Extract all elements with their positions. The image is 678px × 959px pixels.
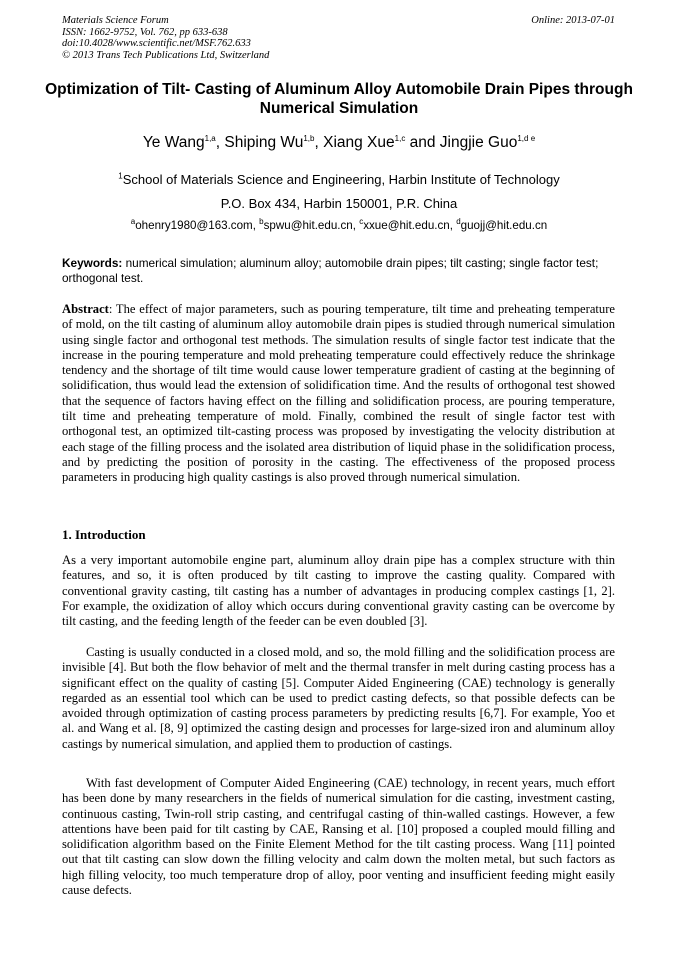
email-separator: , xyxy=(252,219,260,232)
author-superscript: 1,c xyxy=(394,133,406,143)
online-date: Online: 2013-07-01 xyxy=(531,15,615,26)
author-name: Ye Wang xyxy=(142,134,205,151)
author-superscript: 1,a xyxy=(204,133,216,143)
abstract xyxy=(62,302,615,486)
email-superscript: c xyxy=(359,217,364,227)
email-address: spwu@hit.edu.cn xyxy=(263,219,353,232)
intro-paragraph-2: Casting is usually conducted in a closed mold, and so, the mold filling and the solidification process are invisible [4]. But both the flow behavior of melt and the thermal transfer in melt during casting process has a significant effect on the quality of casting [5]. Computer Aided Engineering (CAE) technology is generally regarded as an essential tool which can be used to predict casting defects, so that possible defects can be avoided through optimization of casting process parameters by predicting results [6,7]. For example, Yoo et al. and Wang et al. [8, 9] optimized the casting design and processes for large-sized iron and aluminum alloy castings by numerical simulation, and applied them to production of castings. xyxy=(62,645,615,751)
email-separator: , xyxy=(449,219,457,232)
email-address: guojj@hit.edu.cn xyxy=(460,219,548,232)
affiliation-line-1 xyxy=(40,172,638,187)
author-separator: , xyxy=(314,134,324,151)
keywords-text: numerical simulation; aluminum alloy; automobile drain pipes; tilt casting; single factor test; orthogonal test. xyxy=(62,256,599,285)
abstract-label: Abstract xyxy=(62,302,109,316)
journal-issn: ISSN: 1662-9752, Vol. 762, pp 633-638 xyxy=(62,26,228,38)
author-superscript: 1,b xyxy=(303,133,315,143)
author-separator: and xyxy=(405,134,440,151)
intro-paragraph-3: With fast development of Computer Aided Engineering (CAE) technology, in recent years, much effort has been done by many researchers in the fields of numerical simulation for die casting, investment casting, continuous casting, Twin-roll strip casting, and centrifugal casting of thin-walled castings. However, a few attentions have been paid for tilt casting by CAE, Ransing et al. [10] proposed a coupled mould filling and solidification algorithm based on the Finite Element Method for the tilt casting process. Wang [11] pointed out that tilt casting can slow down the filling velocity and calm down the molten metal, but such factors as high filling velocity, too much temperature drop of alloy, poor venting and insufficient feeding might easily cause defects. xyxy=(62,776,615,898)
email-superscript: b xyxy=(259,217,264,227)
email-separator: , xyxy=(352,219,360,232)
author-list xyxy=(40,134,638,152)
email-address: ohenry1980@163.com xyxy=(135,219,253,232)
author-name: Xiang Xue xyxy=(323,134,395,151)
journal-copyright: © 2013 Trans Tech Publications Ltd, Switzerland xyxy=(62,49,270,61)
affiliation-text: School of Materials Science and Engineering, Harbin Institute of Technology xyxy=(122,172,560,187)
keywords xyxy=(62,256,615,286)
affiliation-line-2: P.O. Box 434, Harbin 150001, P.R. China xyxy=(220,196,458,211)
author-separator: , xyxy=(215,134,225,151)
email-superscript: a xyxy=(130,217,136,227)
email-superscript: d xyxy=(456,217,461,227)
affiliation-superscript: 1 xyxy=(118,171,123,181)
author-name: Jingjie Guo xyxy=(439,134,518,151)
keywords-label: Keywords: xyxy=(62,256,123,270)
email-list xyxy=(40,219,638,232)
author-name: Shiping Wu xyxy=(224,134,304,151)
journal-doi: doi:10.4028/www.scientific.net/MSF.762.633 xyxy=(62,38,251,49)
journal-name: Materials Science Forum xyxy=(62,15,169,26)
author-superscript: 1,d e xyxy=(517,133,536,143)
journal-header xyxy=(62,15,269,61)
section-heading-introduction: 1. Introduction xyxy=(62,527,146,542)
abstract-text: : The effect of major parameters, such as pouring temperature, tilt time and preheating temperature of mold, on the tilt casting of aluminum alloy automobile drain pipes is studied through numerical simulation using single factor and orthogonal test methods. The simulation results of single factor test indicate that the increase in the pouring temperature and mold preheating temperature could effectively reduce the shrinkage tendency and the shortage of tilt time would cause lower temperature gradient of casting at the beginning of solidification, thus would lead the extension of solidification time. And the results of orthogonal test showed that the sequence of factors having effect on the filling and solidification process, are pouring temperature, tilt time and preheating temperature of mold. Finally, combined the result of single factor test with orthogonal test, an optimized tilt-casting process was proposed by investigating the velocity distribution at each stage of the filling process and the isolated area distribution of liquid phase in the solidification process, and by predicting the position of porosity in the casting. The effectiveness of the proposed process parameters in producing high quality castings is also proved through numerical simulation. xyxy=(62,302,615,485)
email-address: xxue@hit.edu.cn xyxy=(363,219,450,232)
intro-paragraph-1: As a very important automobile engine part, aluminum alloy drain pipe has a complex structure with thin features, and so, it is often produced by tilt casting to improve the casting quality. Compared with conventional gravity casting, tilt casting has a number of advantages in producing complex castings [1, 2]. For example, the oxidization of alloy which occurs during conventional gravity casting can be overcome by tilt casting, and the feeding length of the feeder can be even doubled [3]. xyxy=(62,553,615,629)
paper-title: Optimization of Tilt- Casting of Aluminum Alloy Automobile Drain Pipes through Numerical Simulation xyxy=(45,81,633,117)
